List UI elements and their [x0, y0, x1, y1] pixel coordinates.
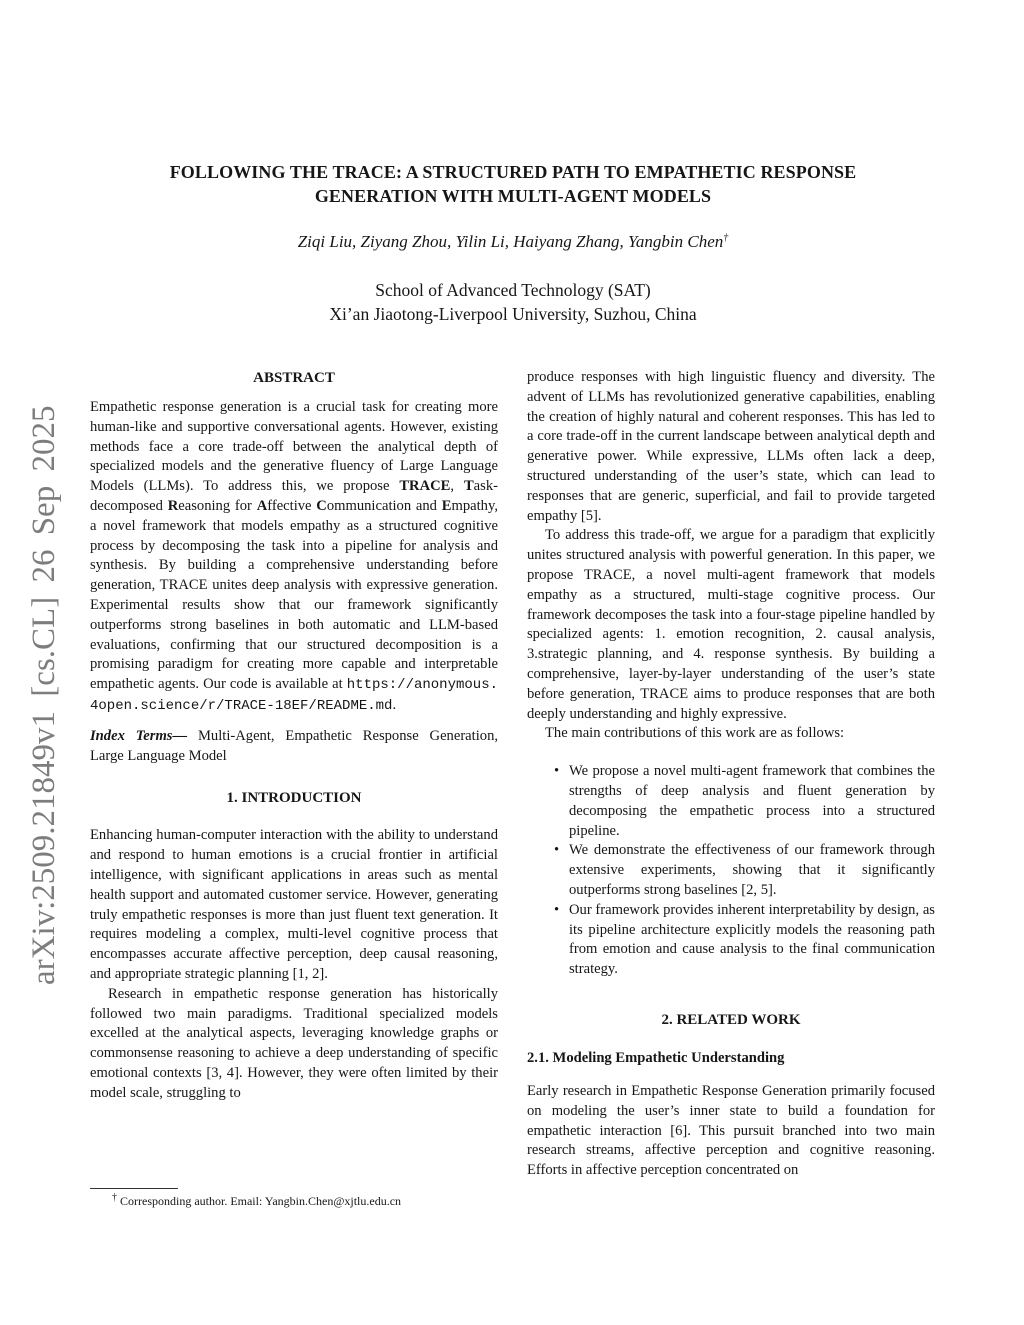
acronym-letter-c: C — [316, 497, 327, 514]
acronym-rest-c: ommunication and — [326, 497, 442, 514]
abstract-text-part-2: , — [450, 478, 464, 495]
introduction-paragraph-3: produce responses with high linguistic fluency and diversity. The advent of LLMs has revolutionized generative capabilities, enabling the creation of highly natural and coherent responses. This has led to a core trade-off in the current landscape between analytical depth and generative power. While expressive, LLMs often lack a deep, structured understanding of the user’s state, which can lead to responses that are generic, superficial, and fail to provide targeted empathy [5]. — [527, 369, 935, 524]
abstract-text — [90, 398, 498, 717]
acronym-letter-r: R — [167, 497, 179, 514]
abstract-text-part-3: , a novel framework that models empathy as a structured cognitive process by decomposing the task into a pipeline for analysis and synthesis. By building a comprehensive understanding before generation, TRACE unites deep analysis with expressive generation. Experimental results show that our framework significantly outperforms strong baselines in both automatic and LLM-based evaluations, confirming that our structured decomposition is a promising paradigm for creating more capable and interpretable empathetic agents. Our code is available at — [90, 497, 498, 693]
affiliation-line-1: School of Advanced Technology (SAT) — [375, 280, 651, 300]
footnote — [112, 1193, 502, 1209]
acronym-rest-r: easoning for — [178, 497, 257, 514]
bullet-mark: • — [554, 763, 560, 780]
related-work-subheading: 2.1. Modeling Empathetic Understanding — [527, 1049, 785, 1066]
footnote-text: Corresponding author. Email: Yangbin.Chen@xjtlu.edu.cn — [117, 1194, 402, 1208]
introduction-paragraph-5: The main contributions of this work are as follows: — [545, 725, 845, 742]
introduction-paragraph-4: To address this trade-off, we argue for a paradigm that explicitly unites structured analysis with powerful generation. In this paper, we propose TRACE, a novel multi-agent framework that models empathy as a structured, multi-stage cognitive process. Our framework decomposes the task into a four-stage pipeline handled by specialized agents: 1. emotion recognition, 2. causal analysis, 3.strategic planning, and 4. response synthesis. By building a comprehensive, layer-by-layer understanding of the user’s state before generation, TRACE aims to produce responses that are both deeply understanding and highly expressive. — [527, 527, 935, 722]
paper-title — [90, 160, 936, 208]
contribution-text: We propose a novel multi-agent framework that combines the strengths of deep analysis and fluent generation by decomposing the empathetic process into a structured pipeline. — [569, 763, 935, 839]
arxiv-stamp — [18, 375, 70, 985]
title-line-2: GENERATION WITH MULTI-AGENT MODELS — [314, 186, 712, 206]
abstract-text-end: . — [392, 696, 397, 713]
introduction-paragraph-2: Research in empathetic response generation has historically followed two main paradigms. Traditional specialized models excelled at the analytical aspects, leveraging knowledge graphs or commonsense reasoning to achieve a deep understanding of specific emotional contexts [3, 4]. However, they were often limited by their model scale, struggling to — [90, 985, 498, 1101]
introduction-heading: 1. INTRODUCTION — [226, 790, 362, 807]
code-url-link[interactable]: https://anonymous.4open.science/r/TRACE-18EF/README.md — [90, 677, 498, 714]
bullet-mark: • — [554, 901, 560, 918]
related-work-heading: 2. RELATED WORK — [661, 1011, 801, 1028]
acronym-letter-t: T — [463, 478, 474, 495]
author-list — [90, 231, 936, 253]
index-terms — [90, 727, 498, 767]
index-terms-label: Index Terms— — [90, 727, 188, 744]
author-dagger: † — [723, 232, 729, 244]
introduction-paragraph-1: Enhancing human-computer interaction with the ability to understand and respond to human emotions is a crucial frontier in artificial intelligence, with significant applications in areas such as mental health support and automated customer service. However, generating truly empathetic responses is more than just fluent text generation. It requires modeling a complex, multi-level cognitive process that encompasses accurate affective perception, deep causal reasoning, and appropriate strategic planning [1, 2]. — [90, 827, 498, 982]
abstract-text-part-1: Empathetic response generation is a crucial task for creating more human-like and supportive conversational agents. However, existing methods face a core trade-off between the analytical depth of specialized models and the generative fluency of Large Language Models (LLMs). To address this, we propose — [90, 399, 498, 495]
arxiv-stamp-text: arXiv:2509.21849v1 [cs.CL] 26 Sep 2025 — [26, 405, 62, 985]
affiliation — [90, 278, 936, 326]
right-column — [527, 368, 935, 1181]
affiliation-line-2: Xi’an Jiaotong-Liverpool University, Suzhou, China — [329, 304, 697, 324]
footnote-rule — [90, 1188, 178, 1189]
acronym-rest-t: ask-decomposed — [90, 478, 498, 514]
acronym-letter-e: E — [441, 497, 452, 514]
contribution-text: Our framework provides inherent interpretability by design, as its pipeline architecture explicitly models the reasoning path from emotion and cause analysis to the final communication strategy. — [569, 901, 935, 978]
title-line-1: FOLLOWING THE TRACE: A STRUCTURED PATH TO EMPATHETIC RESPONSE — [169, 162, 857, 182]
bullet-mark: • — [554, 842, 560, 859]
acronym-rest-a: ffective — [267, 497, 317, 514]
left-column — [90, 368, 498, 1104]
index-terms-text: Multi-Agent, Empathetic Response Generation, Large Language Model — [90, 727, 499, 764]
footnote-dagger: † — [112, 1192, 117, 1203]
contribution-item — [527, 901, 935, 980]
abstract-heading: ABSTRACT — [253, 370, 335, 386]
contribution-item — [527, 762, 935, 841]
contributions-list — [527, 762, 935, 980]
acronym-letter-a: A — [256, 497, 268, 514]
abstract-trace-bold: TRACE — [399, 478, 451, 495]
acronym-rest-e: mpathy — [451, 497, 495, 514]
author-names: Ziqi Liu, Ziyang Zhou, Yilin Li, Haiyang Zhang, Yangbin Chen — [297, 232, 724, 251]
contribution-text: We demonstrate the effectiveness of our framework through extensive experiments, showing that it significantly outperforms strong baselines [2, 5]. — [569, 842, 935, 898]
contribution-item — [527, 841, 935, 900]
related-work-paragraph-1: Early research in Empathetic Response Generation primarily focused on modeling the user’s inner state to build a foundation for empathetic interaction [6]. This pursuit branched into two main research streams, affective perception and cognitive reasoning. Efforts in affective perception concentrated on — [527, 1082, 935, 1179]
